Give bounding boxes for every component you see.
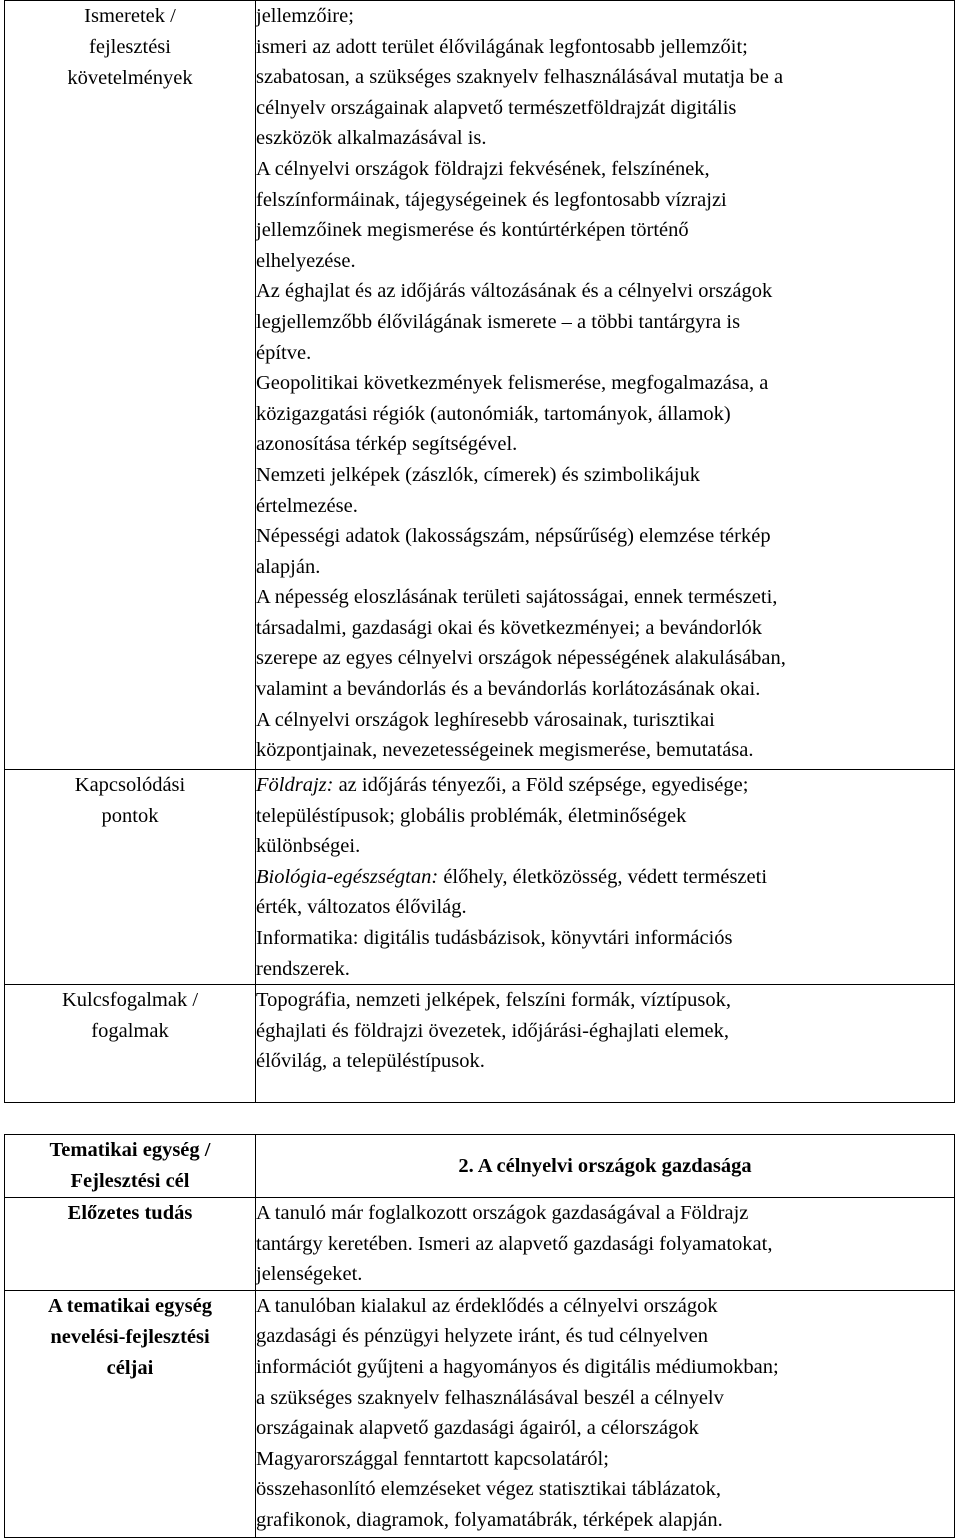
requirements-content <box>256 1 955 770</box>
text-line: valamint a bevándorlás és a bevándorlás korlátozásának okai. <box>256 678 761 701</box>
connection-geography <box>256 770 954 801</box>
text-line: szerepe az egyes célnyelvi országok népességének alakulásában, <box>256 647 786 670</box>
text-line: rendszerek. <box>256 957 350 980</box>
label-line: Fejlesztési cél <box>70 1170 190 1192</box>
subject-name: Biológia-egészségtan: <box>256 865 439 888</box>
unit-content <box>256 1135 955 1198</box>
text-line: azonosítása térkép segítségével. <box>256 433 518 456</box>
subject-text: Informatika: digitális tudásbázisok, könyvtári információs <box>256 926 733 949</box>
text-line: közigazgatási régiók (autonómiák, tartományok, államok) <box>256 402 731 425</box>
text-line: elhelyezése. <box>256 249 356 272</box>
text-line: építve. <box>256 341 312 364</box>
label-line: céljai <box>106 1356 154 1379</box>
label-line: követelmények <box>67 67 193 89</box>
table-row-connections <box>5 770 955 985</box>
text-line: legjellemzőbb élővilágának ismerete – a többi tantárgyra is <box>256 310 741 333</box>
text-line: Népességi adatok (lakosságszám, népsűrűség) elemzése térkép <box>256 525 771 548</box>
text-line: Magyarországgal fenntartott kapcsolatáról; <box>256 1447 609 1470</box>
text-line: jelenségeket. <box>256 1263 363 1286</box>
text-line: a szükséges szaknyelv felhasználásával beszél a célnyelv <box>256 1386 724 1409</box>
text-line: alapján. <box>256 555 321 578</box>
text-line: élővilág, a településtípusok. <box>256 1050 485 1073</box>
text-line: A tanuló már foglalkozott országok gazdaságával a Földrajz <box>256 1202 749 1224</box>
text-line: különbségei. <box>256 835 361 858</box>
text-line: szabatosan, a szükséges szaknyelv felhasználásával mutatja be a <box>256 66 784 89</box>
text-line: A célnyelvi országok leghíresebb városainak, turisztikai <box>256 708 715 731</box>
table-row-goals <box>5 1290 955 1537</box>
text-line: ismeri az adott terület élővilágának legfontosabb jellemzőit; <box>256 35 748 58</box>
text-line: A tanulóban kialakul az érdeklődés a célnyelvi országok <box>256 1294 718 1317</box>
connections-content <box>256 770 955 985</box>
text-line: eszközök alkalmazásával is. <box>256 127 487 150</box>
row-label-unit <box>5 1135 256 1198</box>
label-line: A tematikai egység <box>48 1294 212 1317</box>
unit-title: 2. A célnyelvi országok gazdasága <box>458 1154 752 1177</box>
label-line: Ismeretek / <box>84 5 176 27</box>
row-label-goals <box>5 1290 256 1537</box>
label-line: Kapcsolódási <box>74 774 186 796</box>
table-row-requirements <box>5 1 955 770</box>
label-line: Kulcsfogalmak / <box>61 989 199 1012</box>
row-label-prior-knowledge <box>5 1198 256 1291</box>
text-line: információt gyűjteni a hagyományos és digitális médiumokban; <box>256 1355 779 1378</box>
table-row-prior-knowledge <box>5 1198 955 1291</box>
text-line: jellemzőire; <box>256 5 354 27</box>
prior-knowledge-content <box>256 1198 955 1291</box>
row-label-connections <box>5 770 256 985</box>
text-line: értelmezése. <box>256 494 358 517</box>
text-line: éghajlati és földrajzi övezetek, időjárási-éghajlati elemek, <box>256 1019 729 1042</box>
table-row-unit <box>5 1135 955 1198</box>
text-line: A célnyelvi országok földrajzi fekvésének, felszínének, <box>256 157 710 180</box>
text-line: A népesség eloszlásának területi sajátosságai, ennek természeti, <box>256 586 778 609</box>
connection-biology <box>256 862 954 893</box>
key-concepts-content <box>256 985 955 1103</box>
text-line: tantárgy keretében. Ismeri az alapvető gazdasági folyamatokat, <box>256 1232 773 1255</box>
label-line: nevelési-fejlesztési <box>50 1325 210 1348</box>
table-row-key-concepts <box>5 985 955 1103</box>
curriculum-table-topic-2 <box>4 1134 955 1538</box>
label-line: Tematikai egység / <box>49 1139 211 1161</box>
label-line: fejlesztési <box>89 36 171 58</box>
text-line: országainak alapvető gazdasági ágairól, a célországok <box>256 1417 699 1440</box>
text-line: jellemzőinek megismerése és kontúrtérképen történő <box>256 219 689 242</box>
text-line: Topográfia, nemzeti jelképek, felszíni formák, víztípusok, <box>256 989 732 1012</box>
subject-text: élőhely, életközösség, védett természeti <box>438 865 768 888</box>
label-line: pontok <box>101 805 159 827</box>
label-line: Előzetes tudás <box>67 1202 193 1224</box>
subject-text: az időjárás tényezői, a Föld szépsége, egyedisége; <box>333 774 749 796</box>
text-line: központjainak, nevezetességeinek megismerése, bemutatása. <box>256 739 754 762</box>
goals-content <box>256 1290 955 1537</box>
text-line: Nemzeti jelképek (zászlók, címerek) és szimbolikájuk <box>256 463 700 486</box>
curriculum-table-topic-1 <box>4 0 955 1103</box>
row-label-requirements <box>5 1 256 770</box>
text-line: érték, változatos élővilág. <box>256 896 467 919</box>
text-line: társadalmi, gazdasági okai és következményei; a bevándorlók <box>256 616 763 639</box>
row-label-key-concepts <box>5 985 256 1103</box>
text-line: gazdasági és pénzügyi helyzete iránt, és tud célnyelven <box>256 1325 708 1348</box>
text-line: célnyelv országainak alapvető természetföldrajzát digitális <box>256 96 737 119</box>
subject-name: Földrajz: <box>256 774 334 796</box>
text-line: Az éghajlat és az időjárás változásának és a célnyelvi országok <box>256 280 773 303</box>
label-line: fogalmak <box>91 1020 169 1043</box>
text-line: Geopolitikai következmények felismerése, megfogalmazása, a <box>256 372 769 395</box>
text-line: felszínformáinak, tájegységeinek és legfontosabb vízrajzi <box>256 188 727 211</box>
text-line: összehasonlító elemzéseket végez statisztikai táblázatok, <box>256 1478 722 1501</box>
connection-informatics <box>256 923 954 954</box>
text-line: grafikonok, diagramok, folyamatábrák, térképek alapján. <box>256 1508 723 1531</box>
text-line: településtípusok; globális problémák, életminőségek <box>256 804 687 827</box>
